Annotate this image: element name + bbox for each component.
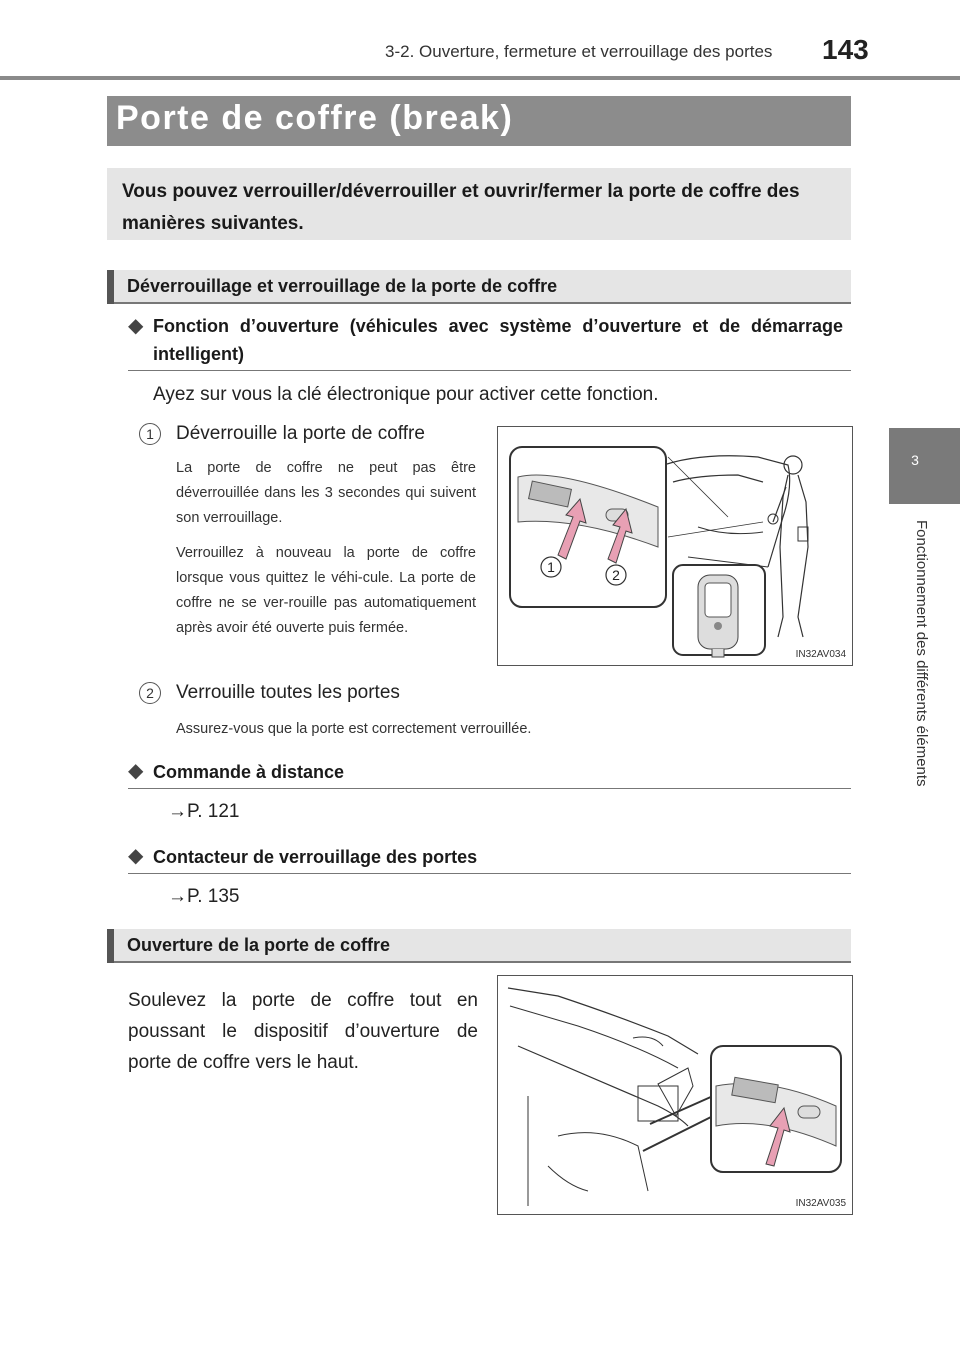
intro-text: Vous pouvez verrouiller/déverrouiller et ouvrir/fermer la porte de coffre des manières suivantes. [122, 181, 800, 234]
subheading-door-lock-switch: Contacteur de verrouillage des portes [153, 847, 478, 867]
section-header-accent [107, 929, 114, 963]
step-2-note: Assurez-vous que la porte est correctement verrouillée. [176, 721, 532, 737]
subheading-remote-control: Commande à distance [153, 762, 345, 782]
figure-callout-2: 2 [612, 567, 620, 583]
section-heading-unlock-lock: Déverrouillage et verrouillage de la porte de coffre [127, 276, 558, 296]
page-number: 143 [822, 34, 869, 65]
diamond-bullet-icon: ◆ [128, 760, 144, 782]
page-reference-link[interactable]: →P. 121 [168, 801, 240, 822]
figure-smart-entry [497, 426, 853, 666]
subheading-smart-entry: Fonction d’ouverture (véhicules avec système d’ouverture et de démarrage intelligent) [153, 316, 843, 364]
figure-smart-entry-illustration [498, 427, 852, 665]
step-1-label: Déverrouille la porte de coffre [176, 423, 425, 444]
diamond-bullet-icon: ◆ [128, 845, 144, 867]
subheading-rule [128, 873, 851, 874]
page-reference-link[interactable]: →P. 135 [168, 886, 240, 907]
subheading-rule [128, 370, 851, 371]
step-1-note-2: Verrouillez à nouveau la porte de coffre lorsque vous quittez le véhi-cule. La porte de coffre ne se ver-rouille pas automatiquement après avoir été ouverte puis fermée. [176, 545, 476, 636]
figure-callout-1: 1 [547, 559, 555, 575]
step-number-1: 1 [139, 423, 161, 445]
figure-code-1: IN32AV034 [795, 649, 846, 660]
section-heading-opening: Ouverture de la porte de coffre [127, 935, 391, 955]
step-2-label: Verrouille toutes les portes [176, 682, 400, 703]
section-header-accent [107, 270, 114, 304]
diamond-bullet-icon: ◆ [128, 315, 144, 337]
subheading-rule [128, 788, 851, 789]
chapter-tab-label: Fonctionnement des différents éléments [913, 520, 930, 787]
running-header-section: 3-2. Ouverture, fermeture et verrouillage des portes [385, 42, 773, 61]
chapter-tab-number: 3 [911, 452, 919, 468]
header-rule [0, 76, 960, 80]
step-1-note-1: La porte de coffre ne peut pas être déverrouillée dans les 3 secondes qui suivent son verrouillage. [176, 460, 476, 526]
page-title: Porte de coffre (break) [116, 99, 514, 137]
figure-tailgate-illustration [498, 976, 852, 1214]
smart-entry-body: Ayez sur vous la clé électronique pour activer cette fonction. [153, 384, 659, 405]
figure-tailgate-opening [497, 975, 853, 1215]
opening-instructions: Soulevez la porte de coffre tout en poussant le dispositif d’ouverture de porte de coffre vers le haut. [128, 990, 478, 1073]
figure-code-2: IN32AV035 [795, 1198, 846, 1209]
step-number-2: 2 [139, 682, 161, 704]
